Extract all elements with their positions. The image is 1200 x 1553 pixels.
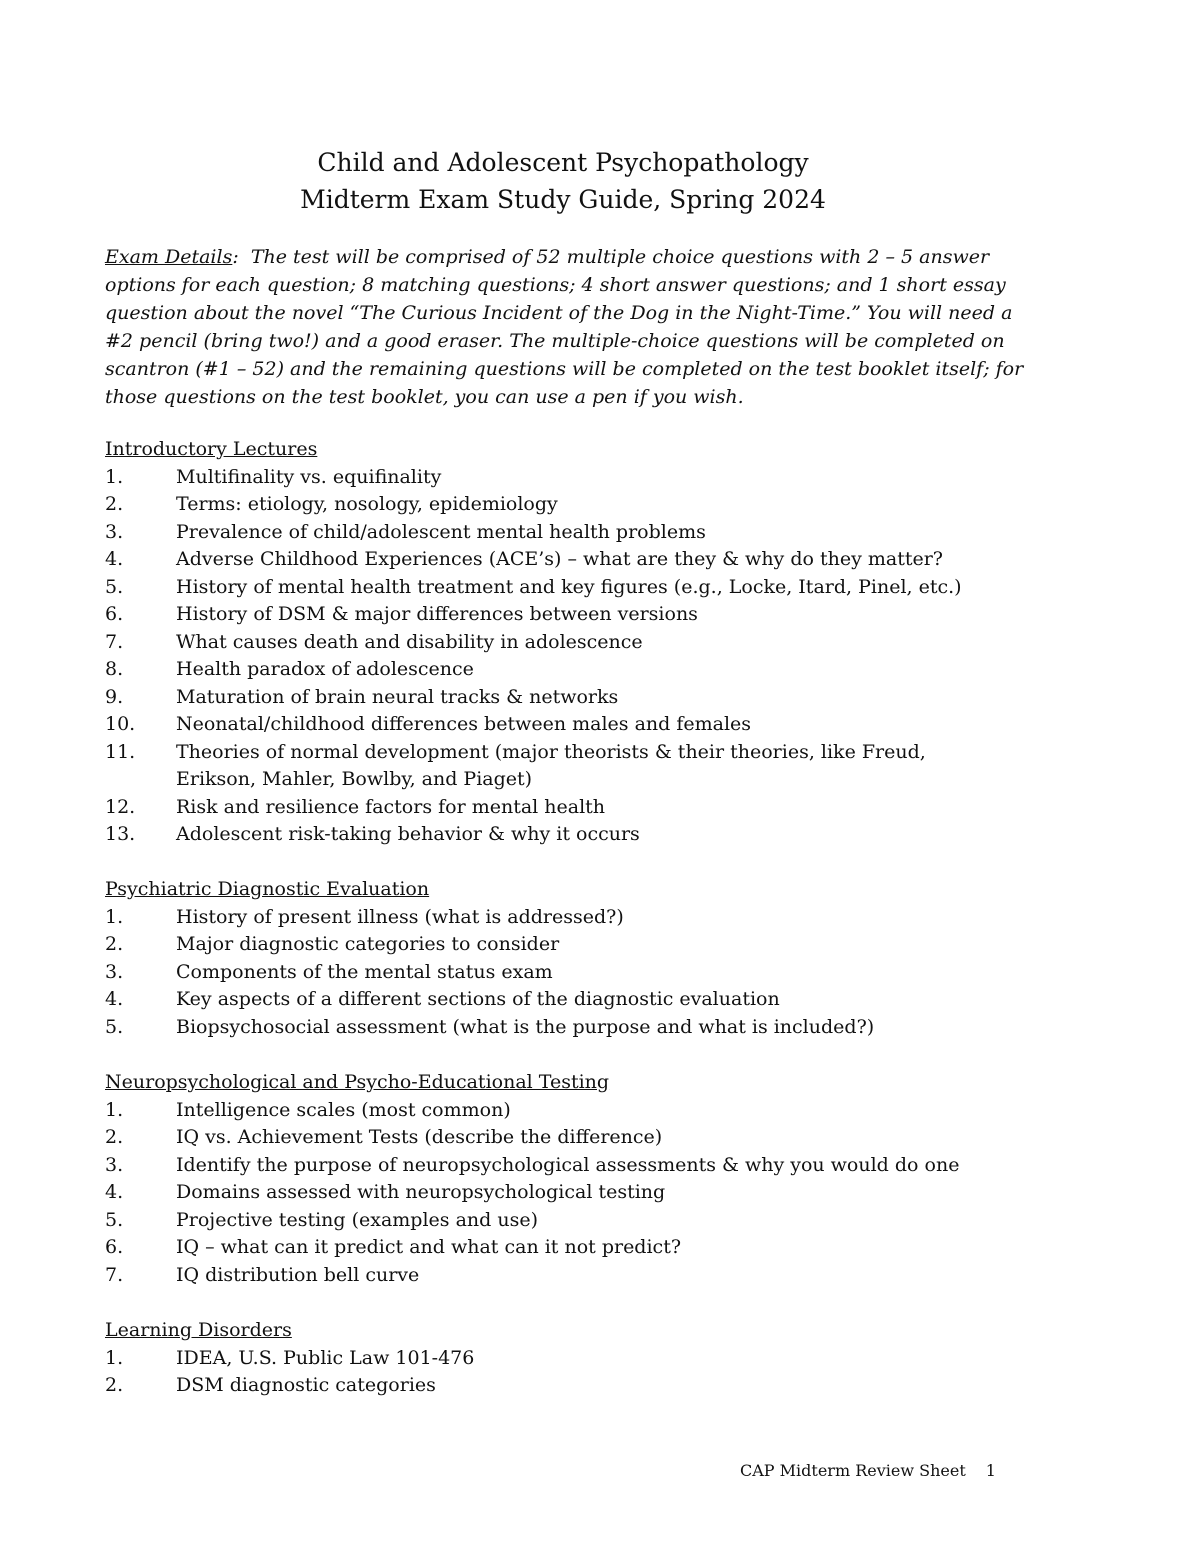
section-heading: Psychiatric Diagnostic Evaluation — [105, 878, 430, 900]
item-text: IDEA, U.S. Public Law 101-476 — [176, 1346, 475, 1369]
item-number: 3. — [105, 960, 124, 983]
section-heading: Neuropsychological and Psycho-Educational Testing — [105, 1071, 610, 1093]
item-text: Multifinality vs. equifinality — [176, 465, 442, 488]
item-number: 5. — [105, 1208, 124, 1231]
item-text: Adolescent risk-taking behavior & why it occurs — [176, 823, 640, 845]
item-text: DSM diagnostic categories — [176, 1374, 436, 1396]
item-number: 1. — [105, 905, 124, 928]
item-text: Components of the mental status exam — [176, 960, 553, 983]
list-item — [105, 519, 1065, 547]
list-item — [105, 684, 1065, 712]
item-number: 4. — [105, 988, 124, 1010]
item-text: Biopsychosocial assessment (what is the purpose and what is included?) — [176, 1015, 875, 1038]
item-text: IQ vs. Achievement Tests (describe the difference) — [176, 1126, 663, 1148]
list-item — [105, 1179, 1065, 1207]
list-item — [105, 464, 1065, 492]
item-number: 4. — [105, 1181, 124, 1203]
item-number: 3. — [105, 1153, 124, 1176]
list-item — [105, 794, 1065, 822]
item-text: History of DSM & major differences between versions — [176, 603, 698, 625]
list-item — [105, 1207, 1065, 1235]
section-heading: Introductory Lectures — [105, 438, 318, 460]
list-item — [105, 1234, 1065, 1262]
item-number: 4. — [105, 548, 124, 570]
list-item — [105, 546, 1065, 574]
exam-details-label: Exam Details — [105, 246, 233, 268]
list-item — [105, 1097, 1065, 1125]
item-number: 12. — [105, 795, 136, 818]
exam-details-text: The test will be comprised of 52 multiple choice questions with 2 – 5 answer options for each question; 8 matching questions; 4 short answer questions; and 1 short essay question about the novel “The Curious Incident of the Dog in the Night-Time.” You will need a #2 pencil (bring two!) and a good eraser. The multiple-choice questions will be completed on scantron (#1 – 52) and the remaining questions will be completed on the test booklet itself; for those questions on the test booklet, you can use a pen if you wish. — [105, 246, 1024, 408]
item-number: 7. — [105, 1263, 124, 1286]
item-text: IQ distribution bell curve — [176, 1263, 420, 1286]
item-text: Maturation of brain neural tracks & networks — [176, 685, 619, 708]
item-text: Prevalence of child/adolescent mental health problems — [176, 520, 706, 543]
item-number: 7. — [105, 630, 124, 653]
item-number: 2. — [105, 1374, 124, 1396]
list-item — [105, 931, 1065, 959]
item-text: Intelligence scales (most common) — [176, 1098, 511, 1121]
item-number: 2. — [105, 1126, 124, 1148]
item-number: 8. — [105, 658, 124, 680]
item-number: 2. — [105, 493, 124, 515]
item-number: 3. — [105, 520, 124, 543]
page-footer — [740, 1460, 1040, 1482]
list-item — [105, 711, 1065, 739]
list-item — [105, 491, 1065, 519]
item-number: 1. — [105, 1098, 124, 1121]
item-text: IQ – what can it predict and what can it not predict? — [176, 1236, 682, 1258]
item-number: 6. — [105, 603, 124, 625]
item-number: 5. — [105, 575, 124, 598]
exam-details-paragraph: Exam Details: The test will be comprised of 52 multiple choice questions with 2 – 5 answer options for each question; 8 matching questions; 4 short answer questions; and 1 short essay question about the novel “The Curious Incident of the Dog in the Night-Time.” You will need a #2 pencil (bring two!) and a good eraser. The multiple-choice questions will be completed on scantron (#1 – 52) and the remaining questions will be completed on the test booklet itself; for those questions on the test booklet, you can use a pen if you wish. — [105, 246, 1024, 408]
list-item — [105, 574, 1065, 602]
item-number: 5. — [105, 1015, 124, 1038]
document-title — [0, 144, 1126, 218]
item-text: Health paradox of adolescence — [176, 658, 474, 680]
list-item — [105, 739, 1065, 794]
section-introductory-lectures — [105, 436, 1065, 849]
item-number: 6. — [105, 1236, 124, 1258]
item-number: 1. — [105, 1346, 124, 1369]
item-number: 13. — [105, 823, 136, 845]
list-item — [105, 959, 1065, 987]
list-item — [105, 904, 1065, 932]
title-line-1: Child and Adolescent Psychopathology — [317, 148, 809, 177]
item-number: 9. — [105, 685, 124, 708]
item-text: Major diagnostic categories to consider — [176, 933, 560, 955]
list-item — [105, 1372, 1065, 1400]
list-item — [105, 1345, 1065, 1373]
item-text: Terms: etiology, nosology, epidemiology — [176, 493, 558, 515]
item-number: 2. — [105, 933, 124, 955]
list-item — [105, 601, 1065, 629]
footer-label: CAP Midterm Review Sheet — [740, 1461, 966, 1480]
item-text: What causes death and disability in adolescence — [176, 630, 643, 653]
list-item — [105, 656, 1065, 684]
page-number: 1 — [985, 1461, 996, 1480]
list-item — [105, 986, 1065, 1014]
list-item — [105, 821, 1065, 849]
list-item — [105, 1152, 1065, 1180]
item-text: Adverse Childhood Experiences (ACE’s) – what are they & why do they matter? — [176, 548, 943, 570]
item-text: Identify the purpose of neuropsychological assessments & why you would do one — [176, 1153, 960, 1176]
section-neuropsychological-testing — [105, 1069, 1065, 1289]
list-item — [105, 1124, 1065, 1152]
item-text: Neonatal/childhood differences between males and females — [176, 713, 752, 735]
section-psychiatric-diagnostic-evaluation — [105, 876, 1065, 1041]
list-item — [105, 1262, 1065, 1290]
item-text: Risk and resilience factors for mental health — [176, 795, 606, 818]
item-number: 1. — [105, 465, 124, 488]
item-number: 10. — [105, 713, 136, 735]
section-learning-disorders — [105, 1317, 1065, 1400]
item-text: Domains assessed with neuropsychological testing — [176, 1181, 666, 1203]
item-text: Theories of normal development (major theorists & their theories, like Freud, Erikson, Mahler, Bowlby, and Piaget) — [176, 740, 926, 790]
list-item — [105, 629, 1065, 657]
item-text: History of present illness (what is addressed?) — [176, 905, 624, 928]
list-item — [105, 1014, 1065, 1042]
item-text: History of mental health treatment and key figures (e.g., Locke, Itard, Pinel, etc.) — [176, 575, 962, 598]
section-heading: Learning Disorders — [105, 1319, 292, 1341]
item-text: Key aspects of a different sections of the diagnostic evaluation — [176, 988, 780, 1010]
title-line-2: Midterm Exam Study Guide, Spring 2024 — [300, 185, 826, 214]
item-number: 11. — [105, 740, 136, 763]
item-text: Projective testing (examples and use) — [176, 1208, 538, 1231]
